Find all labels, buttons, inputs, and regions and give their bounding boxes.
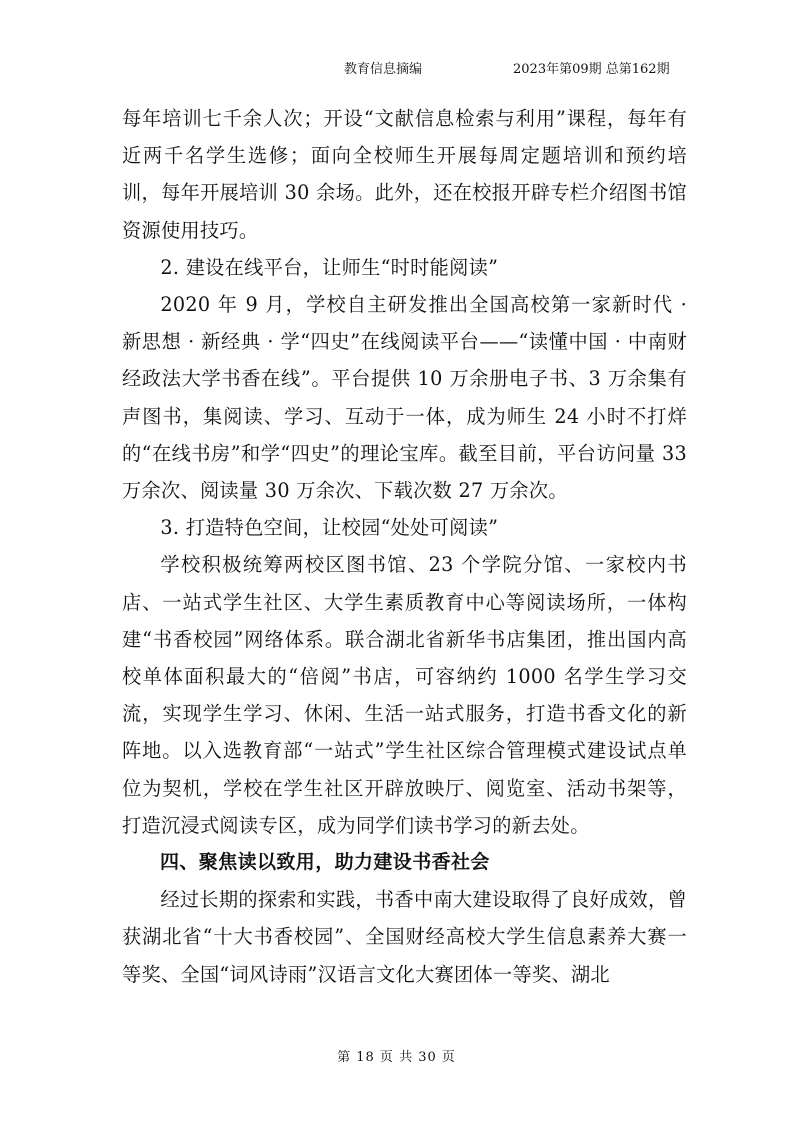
article-body xyxy=(122,100,687,993)
paragraph-achievements: 经过长期的探索和实践，书香中南大建设取得了良好成效，曾获湖北省“十大书香校园”、全国财经高校大学生信息素养大赛一等奖、全国“词风诗雨”汉语言文化大赛团体一等奖、湖北 xyxy=(122,888,687,986)
page-number: 第 18 页 共 30 页 xyxy=(337,1050,456,1065)
publication-title: 教育信息摘编 xyxy=(344,62,423,77)
subheading-reading-spaces: 3. 打造特色空间，让校园“处处可阅读” xyxy=(160,516,499,540)
issue-number: 2023年第09期 总第162期 xyxy=(513,62,670,77)
section-heading-four: 四、聚焦读以致用，助力建设书香社会 xyxy=(160,851,490,874)
paragraph-training: 每年培训七千余人次；开设“文献信息检索与利用”课程，每年有近两千名学生选修；面向全校师生开展每周定题培训和预约培训，每年开展培训 30 余场。此外，还在校报开辟专栏介绍图书馆资源使用技巧。 xyxy=(122,107,687,242)
page-header xyxy=(0,58,793,78)
paragraph-online-platform: 2020 年 9 月，学校自主研发推出全国高校第一家新时代 · 新思想 · 新经典 · 学“四史”在线阅读平台——“读懂中国 · 中南财经政法大学书香在线”。平台提供 10 万余册电子书、3 万余集有声图书，集阅读、学习、互动于一体，成为师生 24 小时不打烊的“在线书房”和学“四史”的理论宝库。截至目前，平台访问量 33 万余次、阅读量 30 万余次、下载次数 27 万余次。 xyxy=(122,293,687,503)
paragraph-reading-spaces: 学校积极统筹两校区图书馆、23 个学院分馆、一家校内书店、一站式学生社区、大学生素质教育中心等阅读场所，一体构建“书香校园”网络体系。联合湖北省新华书店集团，推出国内高校单体面积最大的“倍阅”书店，可容纳约 1000 名学生学习交流，实现学生学习、休闲、生活一站式服务，打造书香文化的新阵地。以入选教育部“一站式”学生社区综合管理模式建设试点单位为契机，学校在学生社区开辟放映厅、阅览室、活动书架等，打造沉浸式阅读专区，成为同学们读书学习的新去处。 xyxy=(122,553,687,837)
subheading-online-platform: 2. 建设在线平台，让师生“时时能阅读” xyxy=(160,255,499,279)
